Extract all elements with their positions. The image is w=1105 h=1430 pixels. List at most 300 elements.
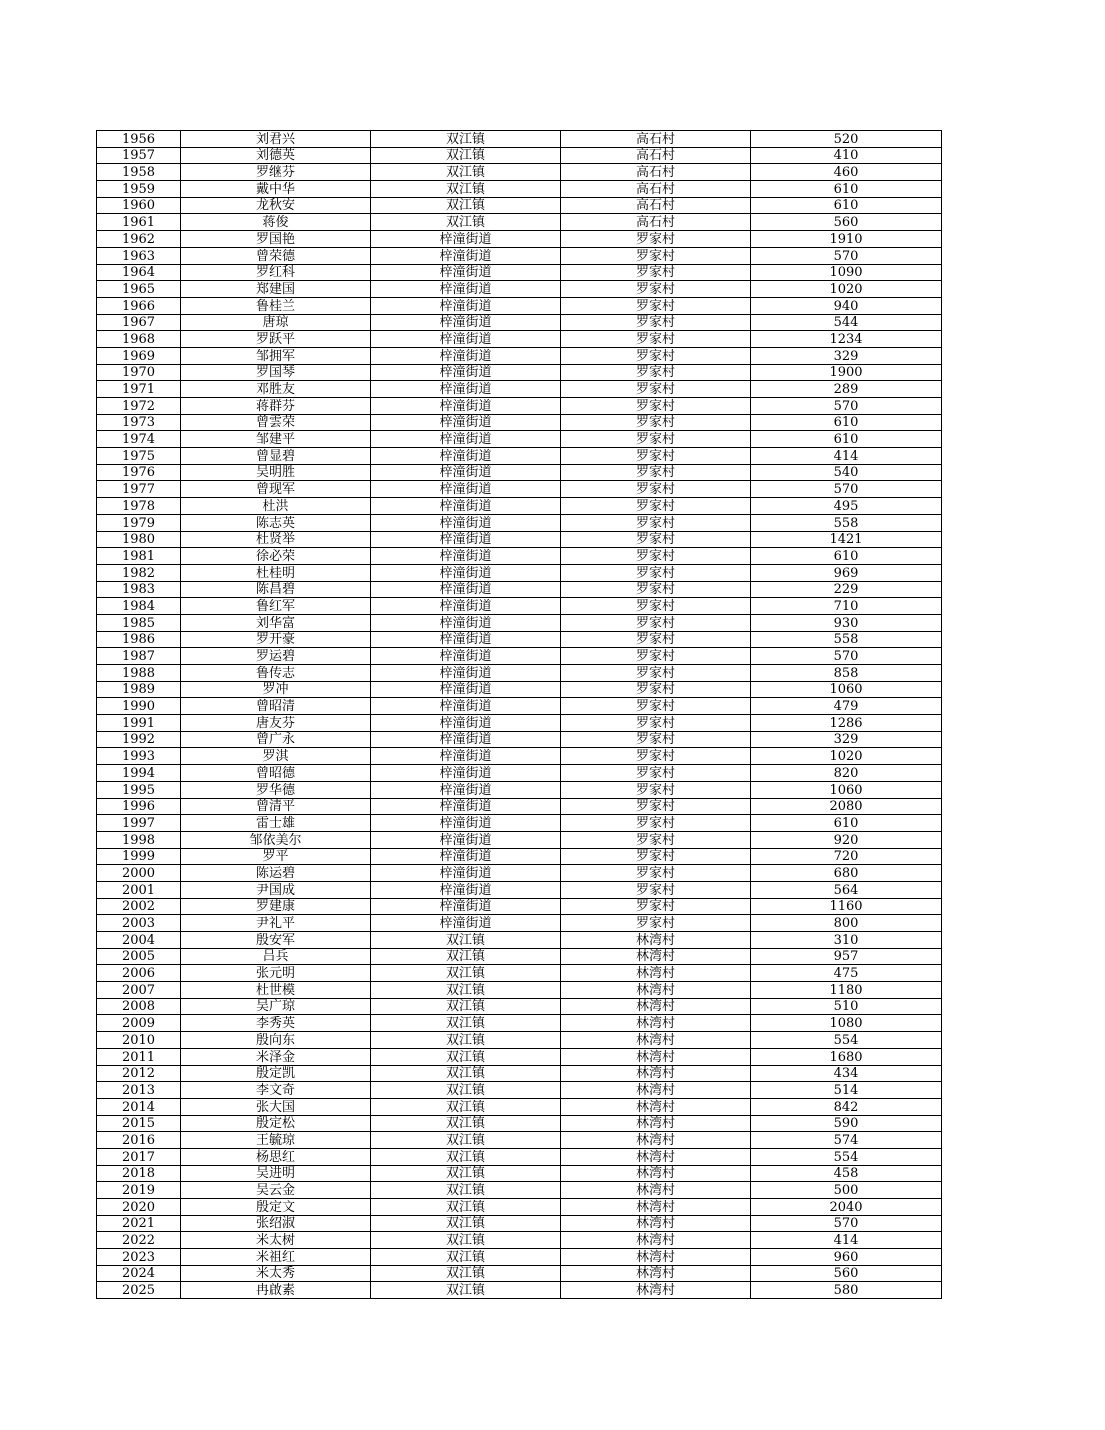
town-cell: 双江镇 xyxy=(371,181,561,198)
record-number-cell: 1984 xyxy=(97,598,181,615)
record-number-cell: 2024 xyxy=(97,1265,181,1282)
village-cell: 高石村 xyxy=(561,197,751,214)
person-name-cell: 曾昭清 xyxy=(181,698,371,715)
record-number-cell: 2006 xyxy=(97,965,181,982)
record-number-cell: 1987 xyxy=(97,648,181,665)
amount-cell: 570 xyxy=(751,1215,942,1232)
table-row xyxy=(97,331,942,348)
table-row xyxy=(97,281,942,298)
record-number-cell: 2005 xyxy=(97,948,181,965)
table-row xyxy=(97,181,942,198)
town-cell: 梓潼街道 xyxy=(371,264,561,281)
amount-cell: 1160 xyxy=(751,898,942,915)
table-row xyxy=(97,765,942,782)
amount-cell: 554 xyxy=(751,1148,942,1165)
person-name-cell: 陈志英 xyxy=(181,514,371,531)
amount-cell: 1060 xyxy=(751,681,942,698)
town-cell: 梓潼街道 xyxy=(371,614,561,631)
record-number-cell: 1962 xyxy=(97,231,181,248)
village-cell: 罗家村 xyxy=(561,281,751,298)
person-name-cell: 曾昭德 xyxy=(181,765,371,782)
town-cell: 梓潼街道 xyxy=(371,414,561,431)
person-name-cell: 米太树 xyxy=(181,1232,371,1249)
person-name-cell: 王毓琼 xyxy=(181,1132,371,1149)
village-cell: 罗家村 xyxy=(561,264,751,281)
record-number-cell: 1997 xyxy=(97,815,181,832)
amount-cell: 940 xyxy=(751,297,942,314)
record-number-cell: 2011 xyxy=(97,1048,181,1065)
table-row xyxy=(97,347,942,364)
village-cell: 罗家村 xyxy=(561,331,751,348)
record-number-cell: 2021 xyxy=(97,1215,181,1232)
town-cell: 双江镇 xyxy=(371,1249,561,1266)
record-number-cell: 2004 xyxy=(97,932,181,949)
village-cell: 高石村 xyxy=(561,164,751,181)
amount-cell: 1900 xyxy=(751,364,942,381)
amount-cell: 414 xyxy=(751,1232,942,1249)
town-cell: 梓潼街道 xyxy=(371,481,561,498)
town-cell: 双江镇 xyxy=(371,147,561,164)
town-cell: 双江镇 xyxy=(371,197,561,214)
amount-cell: 500 xyxy=(751,1182,942,1199)
table-row xyxy=(97,481,942,498)
amount-cell: 610 xyxy=(751,197,942,214)
town-cell: 梓潼街道 xyxy=(371,498,561,515)
town-cell: 双江镇 xyxy=(371,982,561,999)
table-row xyxy=(97,932,942,949)
table-row xyxy=(97,548,942,565)
town-cell: 梓潼街道 xyxy=(371,781,561,798)
village-cell: 高石村 xyxy=(561,131,751,148)
table-row xyxy=(97,1148,942,1165)
town-cell: 双江镇 xyxy=(371,1132,561,1149)
person-name-cell: 殷定文 xyxy=(181,1199,371,1216)
person-name-cell: 邹依美尔 xyxy=(181,831,371,848)
record-number-cell: 2016 xyxy=(97,1132,181,1149)
table-row xyxy=(97,398,942,415)
amount-cell: 458 xyxy=(751,1165,942,1182)
village-cell: 罗家村 xyxy=(561,297,751,314)
table-row xyxy=(97,564,942,581)
person-name-cell: 罗国艳 xyxy=(181,231,371,248)
town-cell: 梓潼街道 xyxy=(371,798,561,815)
town-cell: 梓潼街道 xyxy=(371,281,561,298)
table-row xyxy=(97,264,942,281)
village-cell: 罗家村 xyxy=(561,681,751,698)
person-name-cell: 邹建平 xyxy=(181,431,371,448)
town-cell: 双江镇 xyxy=(371,1165,561,1182)
record-number-cell: 1976 xyxy=(97,464,181,481)
table-row xyxy=(97,498,942,515)
village-cell: 高石村 xyxy=(561,181,751,198)
amount-cell: 710 xyxy=(751,598,942,615)
village-cell: 罗家村 xyxy=(561,698,751,715)
person-name-cell: 蒋俊 xyxy=(181,214,371,231)
town-cell: 梓潼街道 xyxy=(371,631,561,648)
village-cell: 林湾村 xyxy=(561,932,751,949)
person-name-cell: 曾现军 xyxy=(181,481,371,498)
person-name-cell: 米祖红 xyxy=(181,1249,371,1266)
village-cell: 林湾村 xyxy=(561,1282,751,1299)
village-cell: 罗家村 xyxy=(561,381,751,398)
village-cell: 罗家村 xyxy=(561,398,751,415)
town-cell: 梓潼街道 xyxy=(371,514,561,531)
record-number-cell: 1996 xyxy=(97,798,181,815)
village-cell: 罗家村 xyxy=(561,414,751,431)
village-cell: 林湾村 xyxy=(561,1015,751,1032)
record-number-cell: 1956 xyxy=(97,131,181,148)
person-name-cell: 鲁传志 xyxy=(181,665,371,682)
person-name-cell: 曾荣德 xyxy=(181,247,371,264)
person-name-cell: 杜世模 xyxy=(181,982,371,999)
town-cell: 双江镇 xyxy=(371,1282,561,1299)
person-name-cell: 罗冲 xyxy=(181,681,371,698)
village-cell: 罗家村 xyxy=(561,915,751,932)
town-cell: 双江镇 xyxy=(371,948,561,965)
village-cell: 罗家村 xyxy=(561,431,751,448)
record-number-cell: 2010 xyxy=(97,1032,181,1049)
person-name-cell: 吕兵 xyxy=(181,948,371,965)
table-row xyxy=(97,1065,942,1082)
village-cell: 罗家村 xyxy=(561,548,751,565)
record-number-cell: 2013 xyxy=(97,1082,181,1099)
town-cell: 梓潼街道 xyxy=(371,765,561,782)
record-number-cell: 2019 xyxy=(97,1182,181,1199)
person-name-cell: 李秀英 xyxy=(181,1015,371,1032)
town-cell: 梓潼街道 xyxy=(371,464,561,481)
village-cell: 罗家村 xyxy=(561,781,751,798)
record-number-cell: 2014 xyxy=(97,1098,181,1115)
person-name-cell: 殷向东 xyxy=(181,1032,371,1049)
table-row xyxy=(97,314,942,331)
town-cell: 梓潼街道 xyxy=(371,398,561,415)
person-name-cell: 罗平 xyxy=(181,848,371,865)
record-number-cell: 1999 xyxy=(97,848,181,865)
town-cell: 双江镇 xyxy=(371,1015,561,1032)
amount-cell: 957 xyxy=(751,948,942,965)
village-cell: 林湾村 xyxy=(561,965,751,982)
amount-cell: 329 xyxy=(751,347,942,364)
town-cell: 双江镇 xyxy=(371,1115,561,1132)
village-cell: 罗家村 xyxy=(561,815,751,832)
town-cell: 双江镇 xyxy=(371,998,561,1015)
town-cell: 梓潼街道 xyxy=(371,715,561,732)
person-name-cell: 殷定松 xyxy=(181,1115,371,1132)
table-row xyxy=(97,231,942,248)
person-name-cell: 罗华德 xyxy=(181,781,371,798)
person-name-cell: 刘华富 xyxy=(181,614,371,631)
table-row xyxy=(97,581,942,598)
person-name-cell: 罗国琴 xyxy=(181,364,371,381)
record-number-cell: 1971 xyxy=(97,381,181,398)
record-number-cell: 2001 xyxy=(97,881,181,898)
table-row xyxy=(97,381,942,398)
table-row xyxy=(97,614,942,631)
town-cell: 梓潼街道 xyxy=(371,665,561,682)
village-cell: 罗家村 xyxy=(561,364,751,381)
village-cell: 罗家村 xyxy=(561,798,751,815)
record-number-cell: 1981 xyxy=(97,548,181,565)
town-cell: 双江镇 xyxy=(371,1148,561,1165)
person-name-cell: 尹礼平 xyxy=(181,915,371,932)
table-row xyxy=(97,815,942,832)
person-name-cell: 刘君兴 xyxy=(181,131,371,148)
person-name-cell: 杜洪 xyxy=(181,498,371,515)
records-table xyxy=(96,130,942,1299)
village-cell: 罗家村 xyxy=(561,347,751,364)
village-cell: 林湾村 xyxy=(561,1148,751,1165)
village-cell: 林湾村 xyxy=(561,1199,751,1216)
village-cell: 罗家村 xyxy=(561,865,751,882)
record-number-cell: 1994 xyxy=(97,765,181,782)
table-row xyxy=(97,147,942,164)
table-row xyxy=(97,681,942,698)
record-number-cell: 1983 xyxy=(97,581,181,598)
town-cell: 梓潼街道 xyxy=(371,381,561,398)
village-cell: 罗家村 xyxy=(561,665,751,682)
record-number-cell: 1980 xyxy=(97,531,181,548)
amount-cell: 410 xyxy=(751,147,942,164)
amount-cell: 310 xyxy=(751,932,942,949)
village-cell: 罗家村 xyxy=(561,247,751,264)
amount-cell: 479 xyxy=(751,698,942,715)
record-number-cell: 1982 xyxy=(97,564,181,581)
person-name-cell: 龙秋安 xyxy=(181,197,371,214)
person-name-cell: 吴云金 xyxy=(181,1182,371,1199)
table-row xyxy=(97,865,942,882)
person-name-cell: 罗开豪 xyxy=(181,631,371,648)
record-number-cell: 1988 xyxy=(97,665,181,682)
town-cell: 梓潼街道 xyxy=(371,865,561,882)
town-cell: 梓潼街道 xyxy=(371,548,561,565)
table-row xyxy=(97,1115,942,1132)
person-name-cell: 杜桂明 xyxy=(181,564,371,581)
town-cell: 双江镇 xyxy=(371,131,561,148)
person-name-cell: 罗建康 xyxy=(181,898,371,915)
person-name-cell: 尹国成 xyxy=(181,881,371,898)
town-cell: 梓潼街道 xyxy=(371,848,561,865)
table-row xyxy=(97,1032,942,1049)
village-cell: 罗家村 xyxy=(561,614,751,631)
village-cell: 罗家村 xyxy=(561,531,751,548)
village-cell: 罗家村 xyxy=(561,898,751,915)
amount-cell: 560 xyxy=(751,214,942,231)
record-number-cell: 1969 xyxy=(97,347,181,364)
amount-cell: 510 xyxy=(751,998,942,1015)
record-number-cell: 1961 xyxy=(97,214,181,231)
record-number-cell: 1964 xyxy=(97,264,181,281)
amount-cell: 590 xyxy=(751,1115,942,1132)
record-number-cell: 1974 xyxy=(97,431,181,448)
person-name-cell: 罗继芬 xyxy=(181,164,371,181)
person-name-cell: 罗淇 xyxy=(181,748,371,765)
table-row xyxy=(97,448,942,465)
person-name-cell: 李文奇 xyxy=(181,1082,371,1099)
record-number-cell: 1985 xyxy=(97,614,181,631)
person-name-cell: 冉啟素 xyxy=(181,1282,371,1299)
village-cell: 罗家村 xyxy=(561,731,751,748)
village-cell: 罗家村 xyxy=(561,314,751,331)
table-row xyxy=(97,1132,942,1149)
table-row xyxy=(97,965,942,982)
amount-cell: 229 xyxy=(751,581,942,598)
table-row xyxy=(97,1098,942,1115)
amount-cell: 2040 xyxy=(751,1199,942,1216)
table-row xyxy=(97,781,942,798)
person-name-cell: 鲁红军 xyxy=(181,598,371,615)
table-row xyxy=(97,1048,942,1065)
person-name-cell: 米太秀 xyxy=(181,1265,371,1282)
person-name-cell: 殷定凯 xyxy=(181,1065,371,1082)
amount-cell: 610 xyxy=(751,431,942,448)
town-cell: 梓潼街道 xyxy=(371,681,561,698)
person-name-cell: 吴明胜 xyxy=(181,464,371,481)
village-cell: 罗家村 xyxy=(561,464,751,481)
amount-cell: 2080 xyxy=(751,798,942,815)
town-cell: 双江镇 xyxy=(371,1215,561,1232)
record-number-cell: 1966 xyxy=(97,297,181,314)
amount-cell: 414 xyxy=(751,448,942,465)
town-cell: 梓潼街道 xyxy=(371,581,561,598)
person-name-cell: 杨思红 xyxy=(181,1148,371,1165)
amount-cell: 680 xyxy=(751,865,942,882)
village-cell: 林湾村 xyxy=(561,1165,751,1182)
town-cell: 双江镇 xyxy=(371,1098,561,1115)
table-row xyxy=(97,831,942,848)
amount-cell: 570 xyxy=(751,247,942,264)
village-cell: 罗家村 xyxy=(561,831,751,848)
town-cell: 梓潼街道 xyxy=(371,564,561,581)
record-number-cell: 1960 xyxy=(97,197,181,214)
person-name-cell: 徐必荣 xyxy=(181,548,371,565)
village-cell: 罗家村 xyxy=(561,498,751,515)
table-row xyxy=(97,247,942,264)
person-name-cell: 张元明 xyxy=(181,965,371,982)
person-name-cell: 陈昌碧 xyxy=(181,581,371,598)
amount-cell: 1234 xyxy=(751,331,942,348)
amount-cell: 558 xyxy=(751,631,942,648)
record-number-cell: 1991 xyxy=(97,715,181,732)
record-number-cell: 2025 xyxy=(97,1282,181,1299)
person-name-cell: 殷安军 xyxy=(181,932,371,949)
town-cell: 梓潼街道 xyxy=(371,531,561,548)
amount-cell: 610 xyxy=(751,548,942,565)
table-row xyxy=(97,898,942,915)
town-cell: 双江镇 xyxy=(371,1182,561,1199)
amount-cell: 1180 xyxy=(751,982,942,999)
amount-cell: 460 xyxy=(751,164,942,181)
person-name-cell: 曾雲荣 xyxy=(181,414,371,431)
table-row xyxy=(97,1199,942,1216)
record-number-cell: 1977 xyxy=(97,481,181,498)
person-name-cell: 罗红科 xyxy=(181,264,371,281)
town-cell: 梓潼街道 xyxy=(371,231,561,248)
table-row xyxy=(97,297,942,314)
town-cell: 梓潼街道 xyxy=(371,314,561,331)
table-row xyxy=(97,948,942,965)
record-number-cell: 2007 xyxy=(97,982,181,999)
village-cell: 林湾村 xyxy=(561,1215,751,1232)
village-cell: 罗家村 xyxy=(561,648,751,665)
amount-cell: 720 xyxy=(751,848,942,865)
record-number-cell: 1957 xyxy=(97,147,181,164)
amount-cell: 514 xyxy=(751,1082,942,1099)
town-cell: 双江镇 xyxy=(371,1082,561,1099)
amount-cell: 1910 xyxy=(751,231,942,248)
table-row xyxy=(97,164,942,181)
village-cell: 罗家村 xyxy=(561,881,751,898)
town-cell: 双江镇 xyxy=(371,214,561,231)
amount-cell: 475 xyxy=(751,965,942,982)
amount-cell: 858 xyxy=(751,665,942,682)
person-name-cell: 吴进明 xyxy=(181,1165,371,1182)
person-name-cell: 陈运碧 xyxy=(181,865,371,882)
record-number-cell: 1959 xyxy=(97,181,181,198)
record-number-cell: 1989 xyxy=(97,681,181,698)
table-row xyxy=(97,631,942,648)
record-number-cell: 1968 xyxy=(97,331,181,348)
amount-cell: 520 xyxy=(751,131,942,148)
amount-cell: 1020 xyxy=(751,281,942,298)
table-row xyxy=(97,798,942,815)
records-table-body xyxy=(97,131,942,1299)
table-row xyxy=(97,197,942,214)
amount-cell: 1060 xyxy=(751,781,942,798)
village-cell: 林湾村 xyxy=(561,1098,751,1115)
amount-cell: 289 xyxy=(751,381,942,398)
table-row xyxy=(97,982,942,999)
village-cell: 罗家村 xyxy=(561,598,751,615)
table-row xyxy=(97,848,942,865)
village-cell: 林湾村 xyxy=(561,948,751,965)
town-cell: 双江镇 xyxy=(371,1232,561,1249)
amount-cell: 1680 xyxy=(751,1048,942,1065)
village-cell: 罗家村 xyxy=(561,481,751,498)
table-row xyxy=(97,698,942,715)
person-name-cell: 戴中华 xyxy=(181,181,371,198)
amount-cell: 570 xyxy=(751,481,942,498)
town-cell: 双江镇 xyxy=(371,164,561,181)
amount-cell: 580 xyxy=(751,1282,942,1299)
amount-cell: 554 xyxy=(751,1032,942,1049)
amount-cell: 1286 xyxy=(751,715,942,732)
village-cell: 林湾村 xyxy=(561,1265,751,1282)
town-cell: 梓潼街道 xyxy=(371,598,561,615)
amount-cell: 969 xyxy=(751,564,942,581)
person-name-cell: 唐琼 xyxy=(181,314,371,331)
town-cell: 梓潼街道 xyxy=(371,731,561,748)
amount-cell: 570 xyxy=(751,398,942,415)
record-number-cell: 1967 xyxy=(97,314,181,331)
record-number-cell: 2002 xyxy=(97,898,181,915)
town-cell: 梓潼街道 xyxy=(371,815,561,832)
village-cell: 罗家村 xyxy=(561,715,751,732)
town-cell: 梓潼街道 xyxy=(371,698,561,715)
table-row xyxy=(97,731,942,748)
record-number-cell: 1990 xyxy=(97,698,181,715)
amount-cell: 560 xyxy=(751,1265,942,1282)
table-row xyxy=(97,1282,942,1299)
record-number-cell: 2003 xyxy=(97,915,181,932)
table-row xyxy=(97,998,942,1015)
record-number-cell: 1965 xyxy=(97,281,181,298)
person-name-cell: 曾清平 xyxy=(181,798,371,815)
amount-cell: 1421 xyxy=(751,531,942,548)
person-name-cell: 曾显碧 xyxy=(181,448,371,465)
amount-cell: 960 xyxy=(751,1249,942,1266)
village-cell: 林湾村 xyxy=(561,1132,751,1149)
record-number-cell: 1975 xyxy=(97,448,181,465)
